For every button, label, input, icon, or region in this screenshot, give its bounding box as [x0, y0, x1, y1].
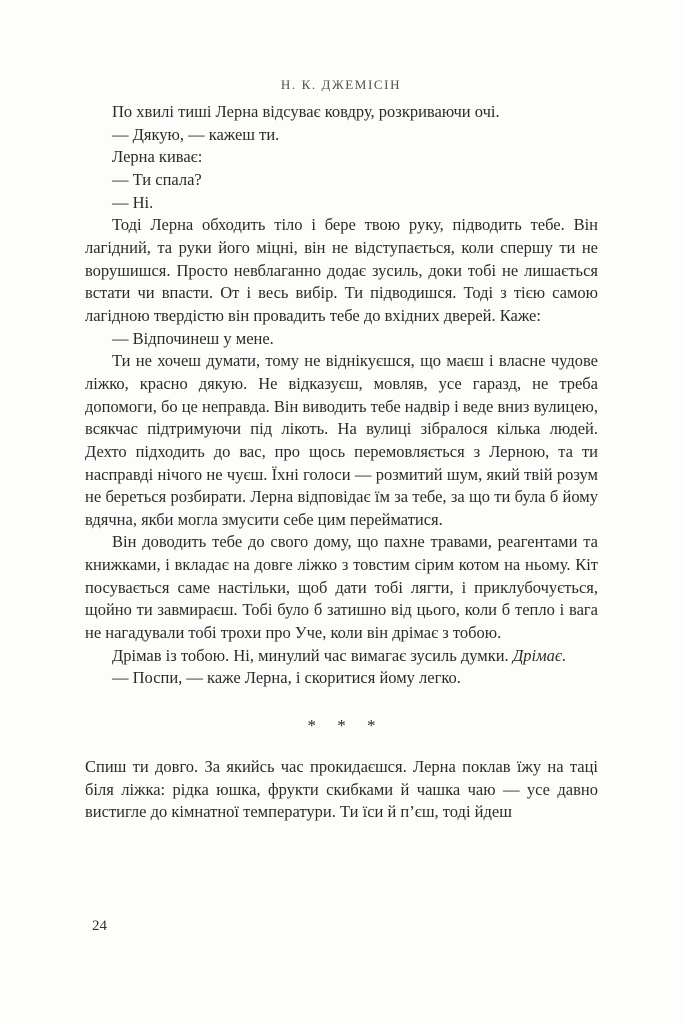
- narrative-paragraph: Ти не хочеш думати, тому не віднікуєшся, що маєш і власне чудове ліжко, красно дякую. Не відказуєш, мовляв, усе гаразд, не треба допомоги, бо це неправда. Він виводить тебе надвір і веде вниз вулицею, всякчас підтримуючи під лікоть. На вулиці зібралося кілька людей. Дехто підходить до вас, про щось перемовляється з Лерною, та ти насправді нічого не чуєш. Їхні голоси — розмитий шум, який твій розум не береться розбирати. Лерна відповідає їм за тебе, за що ти була б йому вдячна, якби могла змусити себе цим перейматися.: [85, 351, 598, 529]
- scene-separator: * * *: [307, 716, 376, 736]
- narrative-paragraph: Лерна киває:: [112, 147, 203, 167]
- narrative-paragraph: По хвилі тиші Лерна відсуває ковдру, розкриваючи очі.: [112, 102, 500, 121]
- paragraph-lead-text: Дрімав із тобою. Ні, минулий час вимагає зусиль думки.: [112, 645, 513, 665]
- dialogue-line: — Ти спала?: [112, 169, 202, 189]
- running-header: Н. К. ДЖЕМІСІН: [280, 77, 402, 92]
- dialogue-line: — Дякую, — кажеш ти.: [112, 124, 280, 144]
- dialogue-line: — Поспи, — каже Лерна, і скоритися йому легко.: [112, 668, 461, 688]
- narrative-paragraph-with-italic: [85, 645, 598, 668]
- dialogue-line: — Відпочинеш у мене.: [112, 328, 274, 348]
- dialogue-line: — Ні.: [112, 192, 154, 212]
- italic-emphasis-word: Дрімає.: [512, 645, 567, 665]
- narrative-paragraph: Спиш ти довго. За якийсь час прокидаєшся. Лерна поклав їжу на таці біля ліжка: рідка юшка, фрукти скибками й чашка чаю — усе давно вистигле до кімнатної температури. Ти їси й п’єш, тоді йдеш: [85, 757, 598, 822]
- page-text-block: [85, 101, 598, 824]
- narrative-paragraph: Він доводить тебе до свого дому, що пахне травами, реагентами та книжками, і вкладає на довге ліжко з товстим сірим котом на ньому. Кіт посувається саме настільки, щоб дати тобі лягти, і приклубочується, щойно ти завмираєш. Тобі було б затишно від цього, коли б тепло і вага не нагадували тобі трохи про Уче, коли він дрімає з тобою.: [85, 532, 598, 643]
- page-number: 24: [92, 918, 107, 934]
- narrative-paragraph: Тоді Лерна обходить тіло і бере твою руку, підводить тебе. Він лагідний, та руки його міцні, він не відступається, коли спершу ти не ворушишся. Просто невблаганно додає зусиль, доки тобі не лишається встати чи впасти. От і весь вибір. Ти підводишся. Тоді з тією самою лагідною твердістю він провадить тебе до вхідних дверей. Каже:: [85, 215, 598, 325]
